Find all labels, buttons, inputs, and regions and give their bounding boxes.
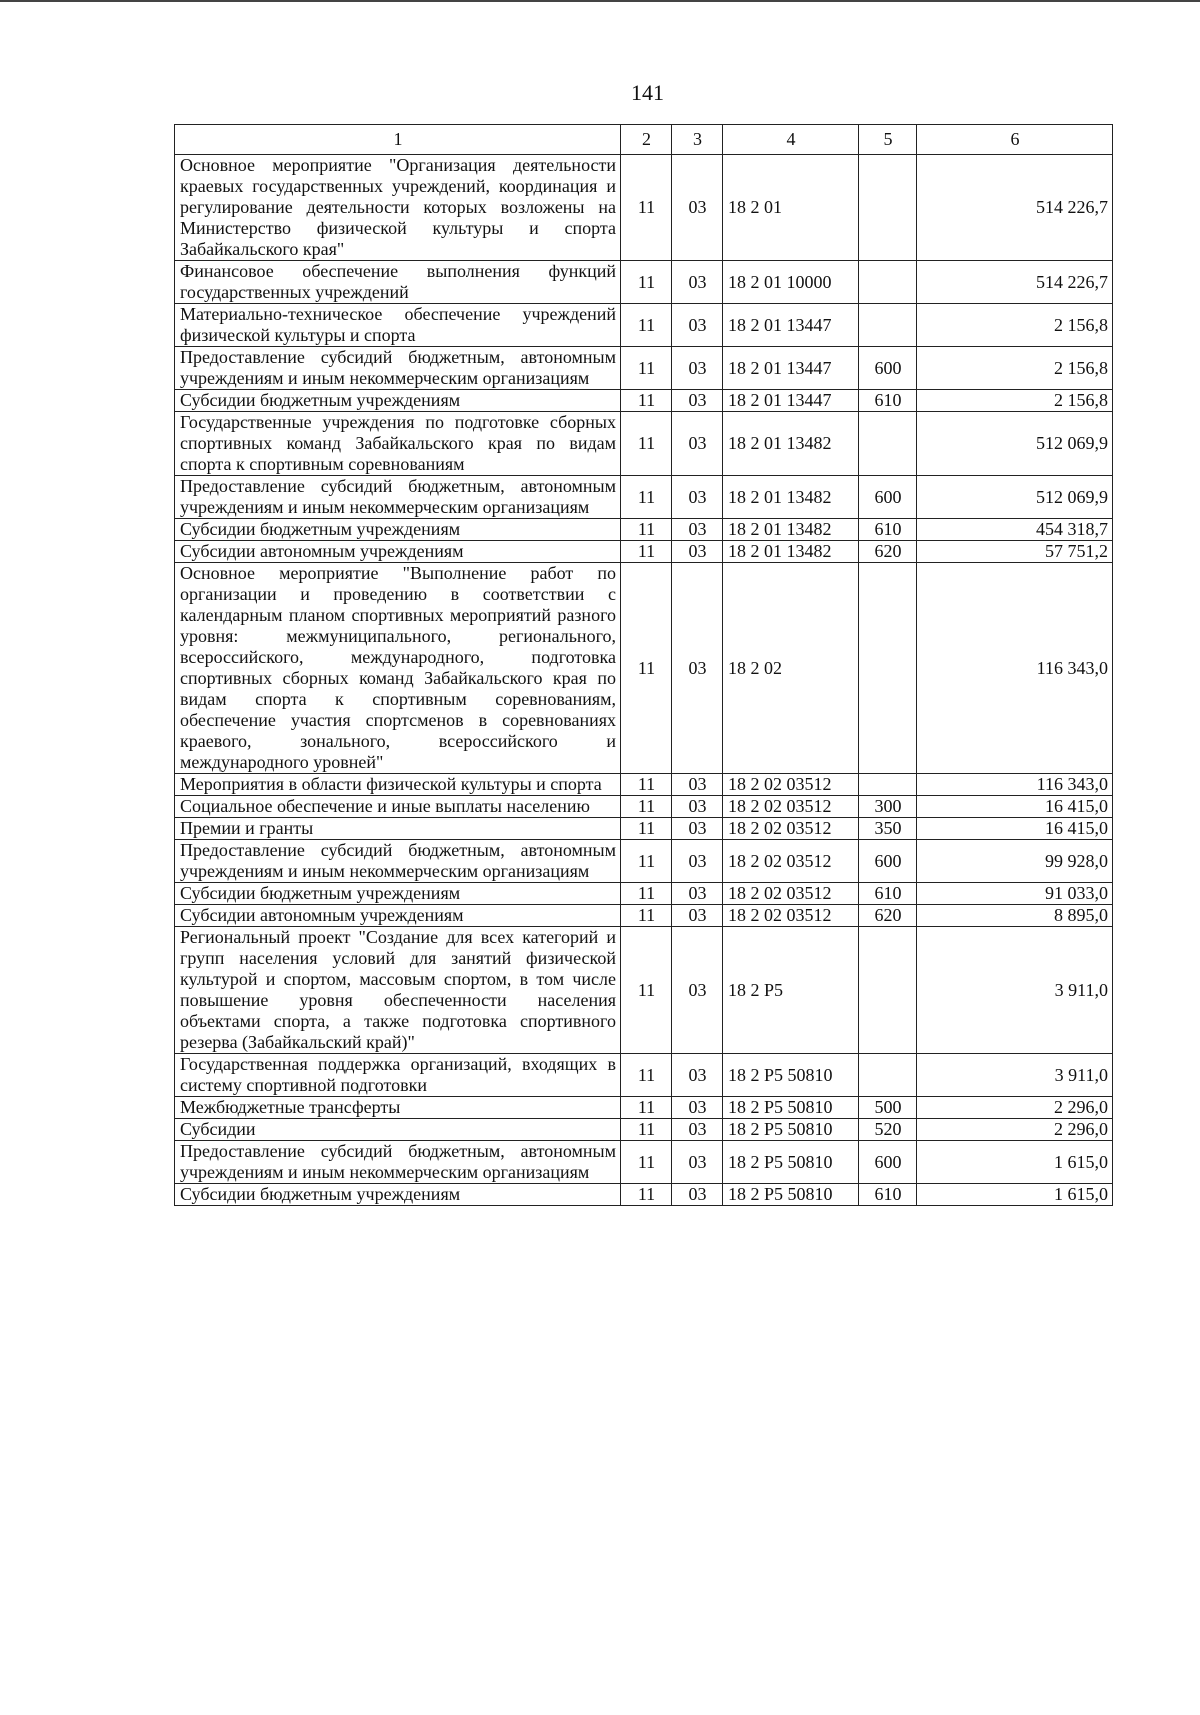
row-section-cell: 11 [621, 541, 672, 563]
header-cell: 5 [859, 125, 917, 155]
row-section-cell: 11 [621, 883, 672, 905]
row-section-cell: 11 [621, 1119, 672, 1141]
row-subsection-cell: 03 [672, 541, 723, 563]
table-row [175, 818, 1113, 840]
table-row [175, 390, 1113, 412]
row-subsection-cell: 03 [672, 304, 723, 347]
header-cell: 3 [672, 125, 723, 155]
row-code-cell: 18 2 01 10000 [723, 261, 859, 304]
row-sum-cell: 3 911,0 [917, 927, 1113, 1054]
row-name-cell: Основное мероприятие "Организация деятельности краевых государственных учреждений, координация и регулирование деятельности которых возложены на Министерство физической культуры и спорта Забайкальского края" [175, 155, 621, 261]
row-subsection-cell: 03 [672, 519, 723, 541]
table-row [175, 563, 1113, 774]
table-body [175, 155, 1113, 1206]
row-subsection-cell: 03 [672, 927, 723, 1054]
header-cell: 2 [621, 125, 672, 155]
row-sum-cell: 2 156,8 [917, 347, 1113, 390]
table-row [175, 1119, 1113, 1141]
row-type-cell [859, 155, 917, 261]
row-name-cell: Государственные учреждения по подготовке сборных спортивных команд Забайкальского края по видам спорта к спортивным соревнованиям [175, 412, 621, 476]
row-sum-cell: 2 156,8 [917, 390, 1113, 412]
row-code-cell: 18 2 02 03512 [723, 883, 859, 905]
row-code-cell: 18 2 P5 50810 [723, 1119, 859, 1141]
row-name-cell: Региональный проект "Создание для всех категорий и групп населения условий для занятий физической культурой и спортом, массовым спортом, в том числе повышение уровня обеспеченности населения объектами спорта, а также подготовка спортивного резерва (Забайкальский край)" [175, 927, 621, 1054]
table-row [175, 927, 1113, 1054]
row-code-cell: 18 2 01 [723, 155, 859, 261]
row-subsection-cell: 03 [672, 905, 723, 927]
row-sum-cell: 99 928,0 [917, 840, 1113, 883]
row-subsection-cell: 03 [672, 347, 723, 390]
row-subsection-cell: 03 [672, 563, 723, 774]
row-section-cell: 11 [621, 390, 672, 412]
table-row [175, 1054, 1113, 1097]
row-name-cell: Премии и гранты [175, 818, 621, 840]
row-subsection-cell: 03 [672, 1141, 723, 1184]
page-top-border [0, 0, 1200, 2]
row-type-cell: 610 [859, 390, 917, 412]
row-code-cell: 18 2 02 03512 [723, 818, 859, 840]
row-code-cell: 18 2 01 13447 [723, 390, 859, 412]
row-sum-cell: 16 415,0 [917, 796, 1113, 818]
row-sum-cell: 8 895,0 [917, 905, 1113, 927]
row-subsection-cell: 03 [672, 261, 723, 304]
row-subsection-cell: 03 [672, 1054, 723, 1097]
row-section-cell: 11 [621, 412, 672, 476]
row-code-cell: 18 2 02 03512 [723, 796, 859, 818]
row-type-cell: 500 [859, 1097, 917, 1119]
row-section-cell: 11 [621, 563, 672, 774]
table-row [175, 412, 1113, 476]
row-type-cell: 600 [859, 1141, 917, 1184]
row-type-cell: 620 [859, 541, 917, 563]
row-type-cell [859, 1054, 917, 1097]
row-subsection-cell: 03 [672, 883, 723, 905]
row-code-cell: 18 2 01 13482 [723, 412, 859, 476]
row-sum-cell: 2 296,0 [917, 1097, 1113, 1119]
row-subsection-cell: 03 [672, 774, 723, 796]
row-sum-cell: 116 343,0 [917, 774, 1113, 796]
row-code-cell: 18 2 P5 50810 [723, 1184, 859, 1206]
budget-table [174, 124, 1113, 1206]
row-name-cell: Предоставление субсидий бюджетным, автономным учреждениям и иным некоммерческим организациям [175, 347, 621, 390]
row-section-cell: 11 [621, 155, 672, 261]
row-sum-cell: 57 751,2 [917, 541, 1113, 563]
row-section-cell: 11 [621, 1054, 672, 1097]
table-row [175, 774, 1113, 796]
row-type-cell: 610 [859, 519, 917, 541]
row-name-cell: Субсидии автономным учреждениям [175, 905, 621, 927]
row-name-cell: Межбюджетные трансферты [175, 1097, 621, 1119]
row-type-cell: 610 [859, 1184, 917, 1206]
table-row [175, 796, 1113, 818]
row-section-cell: 11 [621, 818, 672, 840]
row-subsection-cell: 03 [672, 1097, 723, 1119]
row-name-cell: Государственная поддержка организаций, входящих в систему спортивной подготовки [175, 1054, 621, 1097]
row-type-cell: 620 [859, 905, 917, 927]
row-name-cell: Субсидии бюджетным учреждениям [175, 883, 621, 905]
table-row [175, 883, 1113, 905]
row-sum-cell: 1 615,0 [917, 1141, 1113, 1184]
row-sum-cell: 454 318,7 [917, 519, 1113, 541]
row-sum-cell: 512 069,9 [917, 476, 1113, 519]
row-sum-cell: 3 911,0 [917, 1054, 1113, 1097]
row-subsection-cell: 03 [672, 476, 723, 519]
header-cell: 4 [723, 125, 859, 155]
row-subsection-cell: 03 [672, 412, 723, 476]
row-code-cell: 18 2 02 [723, 563, 859, 774]
row-code-cell: 18 2 P5 50810 [723, 1141, 859, 1184]
row-type-cell: 610 [859, 883, 917, 905]
row-name-cell: Предоставление субсидий бюджетным, автономным учреждениям и иным некоммерческим организациям [175, 1141, 621, 1184]
row-code-cell: 18 2 P5 50810 [723, 1097, 859, 1119]
table-row [175, 1097, 1113, 1119]
row-code-cell: 18 2 01 13482 [723, 519, 859, 541]
row-type-cell: 350 [859, 818, 917, 840]
row-code-cell: 18 2 P5 [723, 927, 859, 1054]
row-section-cell: 11 [621, 840, 672, 883]
row-type-cell [859, 563, 917, 774]
row-name-cell: Предоставление субсидий бюджетным, автономным учреждениям и иным некоммерческим организациям [175, 476, 621, 519]
row-code-cell: 18 2 P5 50810 [723, 1054, 859, 1097]
table-row [175, 541, 1113, 563]
table-row [175, 155, 1113, 261]
row-section-cell: 11 [621, 1184, 672, 1206]
row-subsection-cell: 03 [672, 796, 723, 818]
row-type-cell: 600 [859, 476, 917, 519]
table-row [175, 1141, 1113, 1184]
row-subsection-cell: 03 [672, 840, 723, 883]
table-row [175, 519, 1113, 541]
row-name-cell: Субсидии автономным учреждениям [175, 541, 621, 563]
row-type-cell [859, 774, 917, 796]
row-type-cell [859, 412, 917, 476]
row-name-cell: Предоставление субсидий бюджетным, автономным учреждениям и иным некоммерческим организациям [175, 840, 621, 883]
row-section-cell: 11 [621, 476, 672, 519]
row-section-cell: 11 [621, 519, 672, 541]
row-sum-cell: 514 226,7 [917, 261, 1113, 304]
row-name-cell: Субсидии бюджетным учреждениям [175, 1184, 621, 1206]
row-section-cell: 11 [621, 927, 672, 1054]
row-subsection-cell: 03 [672, 1119, 723, 1141]
table-row [175, 905, 1113, 927]
row-section-cell: 11 [621, 796, 672, 818]
header-cell: 1 [175, 125, 621, 155]
row-type-cell [859, 261, 917, 304]
row-code-cell: 18 2 01 13482 [723, 476, 859, 519]
table-row [175, 476, 1113, 519]
row-sum-cell: 2 296,0 [917, 1119, 1113, 1141]
table-row [175, 840, 1113, 883]
row-section-cell: 11 [621, 774, 672, 796]
row-sum-cell: 116 343,0 [917, 563, 1113, 774]
row-subsection-cell: 03 [672, 155, 723, 261]
table-row [175, 261, 1113, 304]
row-section-cell: 11 [621, 261, 672, 304]
row-type-cell [859, 304, 917, 347]
row-name-cell: Субсидии бюджетным учреждениям [175, 519, 621, 541]
row-sum-cell: 91 033,0 [917, 883, 1113, 905]
row-section-cell: 11 [621, 347, 672, 390]
row-section-cell: 11 [621, 304, 672, 347]
row-code-cell: 18 2 01 13447 [723, 304, 859, 347]
row-sum-cell: 16 415,0 [917, 818, 1113, 840]
row-type-cell: 600 [859, 347, 917, 390]
row-name-cell: Субсидии [175, 1119, 621, 1141]
row-type-cell: 520 [859, 1119, 917, 1141]
page-number: 141 [631, 80, 664, 105]
row-sum-cell: 512 069,9 [917, 412, 1113, 476]
row-section-cell: 11 [621, 905, 672, 927]
row-code-cell: 18 2 02 03512 [723, 905, 859, 927]
table-row [175, 347, 1113, 390]
row-name-cell: Социальное обеспечение и иные выплаты населению [175, 796, 621, 818]
header-cell: 6 [917, 125, 1113, 155]
table-row [175, 304, 1113, 347]
row-name-cell: Основное мероприятие "Выполнение работ по организации и проведению в соответствии с календарным планом спортивных мероприятий разного уровня: межмуниципального, регионального, всероссийского, международного, подготовка спортивных сборных команд Забайкальского края по видам спорта к спортивным соревнованиям, обеспечение участия спортсменов в соревнованиях краевого, зонального, всероссийского и международного уровней" [175, 563, 621, 774]
row-name-cell: Мероприятия в области физической культуры и спорта [175, 774, 621, 796]
header-row [175, 125, 1113, 155]
row-section-cell: 11 [621, 1141, 672, 1184]
row-name-cell: Материально-техническое обеспечение учреждений физической культуры и спорта [175, 304, 621, 347]
row-type-cell: 300 [859, 796, 917, 818]
row-code-cell: 18 2 01 13447 [723, 347, 859, 390]
row-subsection-cell: 03 [672, 1184, 723, 1206]
row-type-cell: 600 [859, 840, 917, 883]
row-code-cell: 18 2 02 03512 [723, 774, 859, 796]
row-sum-cell: 2 156,8 [917, 304, 1113, 347]
row-subsection-cell: 03 [672, 818, 723, 840]
row-name-cell: Субсидии бюджетным учреждениям [175, 390, 621, 412]
table-row [175, 1184, 1113, 1206]
row-type-cell [859, 927, 917, 1054]
row-name-cell: Финансовое обеспечение выполнения функций государственных учреждений [175, 261, 621, 304]
row-section-cell: 11 [621, 1097, 672, 1119]
row-code-cell: 18 2 01 13482 [723, 541, 859, 563]
row-code-cell: 18 2 02 03512 [723, 840, 859, 883]
row-sum-cell: 514 226,7 [917, 155, 1113, 261]
row-subsection-cell: 03 [672, 390, 723, 412]
row-sum-cell: 1 615,0 [917, 1184, 1113, 1206]
